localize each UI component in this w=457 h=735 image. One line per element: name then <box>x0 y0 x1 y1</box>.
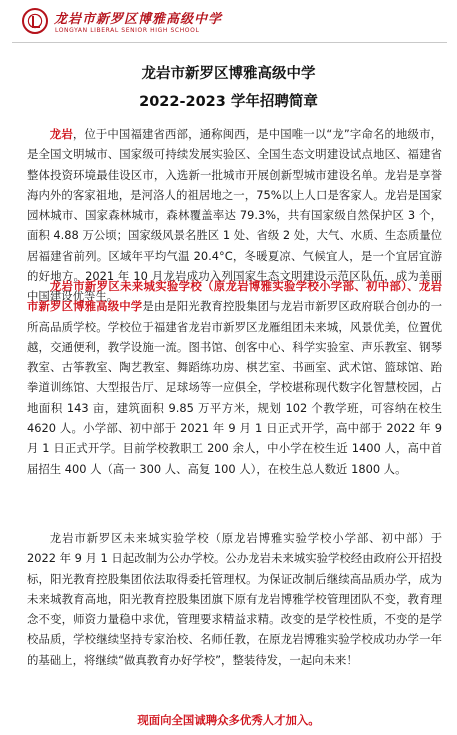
header-divider <box>12 42 447 43</box>
paragraph-lead-highlight: 龙岩 <box>49 127 73 141</box>
page-title: 龙岩市新罗区博雅高级中学 <box>141 66 316 82</box>
school-name-en: LONGYAN LIBERAL SENIOR HIGH SCHOOL <box>55 27 200 34</box>
paragraph-text: 龙岩市新罗区未来城实验学校（原龙岩博雅实验学校小学部、初中部）于 2022 年 9 月 1 日起改制为公办学校。公办龙岩未来城实验学校经由政府公开招投标，阳光教育控股集团依法取得委托管理权。为保证改制后继续高品质办学，成为未来城教育高地，阳光教育控股集团旗下原有龙岩博雅学校管理团队不变，教育理念不变，师资力量稳中求优，管理要求精益求精。改变的是学校性质，不变的是学校品质，学校继续坚持专家治校、名师任教，在原龙岩博雅实验学校成功办学一年的基础上，将继续“做真教育办好学校”，整装待发，一起向未来！ <box>27 531 442 667</box>
school-name-cn: 龙岩市新罗区博雅高级中学 <box>54 12 223 27</box>
page-subtitle: 2022-2023 学年招聘简章 <box>139 94 318 110</box>
paragraph-school-reform <box>27 528 442 670</box>
paragraph-lead-highlight: 龙岩市新罗区未来城实验学校（原龙岩博雅实验学校小学部、初中部）、龙岩市新罗区博雅高级中学 <box>27 279 442 314</box>
paragraph-text: ，位于中国福建省西部，通称闽西，是中国唯一以“龙”字命名的地级市，是全国文明城市、国家级可持续发展实验区、全国生态文明建设试点地区、福建省整体投资环境最佳设区市，入选新一批城市开展创新型城市建设名单。龙岩是享誉海内外的客家祖地，是河洛人的祖居地之一，75%以上人口是客家人。龙岩是国家园林城市、国家森林城市，森林覆盖率达 79.3%，共有国家级自然保护区 3 个，面积 4.88 万公顷；国家级风景名胜区 1 处、省级 2 处，大气、水质、生态质量位居福建省前列。区域年平均气温 20.4°C，冬暖夏凉、气候宜人，是一个宜居宜游的好地方。2021 年 10 月龙岩成功入列国家生态文明建设示范区队伍，成为美丽中国建设优等生。 <box>27 127 442 304</box>
paragraph-text: 是由是阳光教育控股集团与龙岩市新罗区政府联合创办的一所高品质学校。学校位于福建省龙岩市新罗区龙雁组团未来城，风景优美，位置优越，交通便利，教学设施一流。图书馆、创客中心、科学实验室、声乐教室、钢琴教室、古筝教室、陶艺教室、舞蹈练功房、棋艺室、书画室、武术馆、篮球馆、跆拳道训练馆、大型报告厅、足球场等一应俱全，学校堪称现代数字化智慧校园，占地面积 143 亩，建筑面积 9.85 万平方米，规划 102 个教学班，可容纳在校生 4620 人。小学部、初中部于 2021 年 9 月 1 日正式开学，高中部于 2022 年 9 月 1 日正式开学。目前学校教职工 200 余人，中小学在校生近 1400 人，高中首届招生 400 人（高一 300 人、高复 100 人），在校生总人数近 1800 人。 <box>27 299 442 476</box>
paragraph-school-intro <box>27 276 442 479</box>
school-header <box>22 6 442 40</box>
recruitment-call: 现面向全国诚聘众多优秀人才加入。 <box>137 713 320 727</box>
school-logo-icon <box>22 8 48 34</box>
